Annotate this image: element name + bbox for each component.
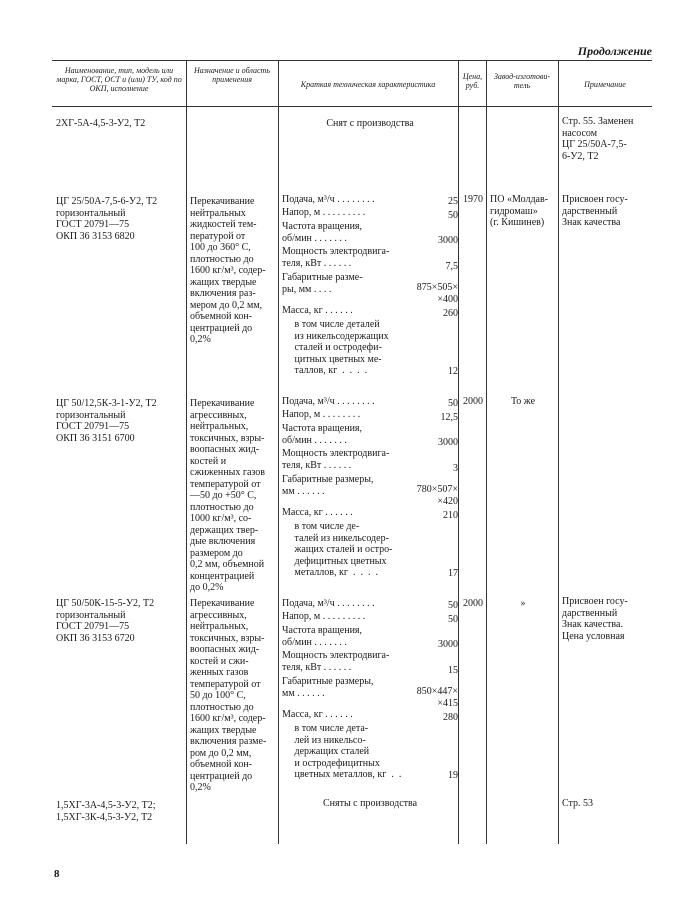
- spec-power: Мощность электродвига- теля, кВт . . . . . . 15: [282, 650, 458, 676]
- continuation-label: Продолжение: [577, 44, 652, 58]
- spec-mass: Масса, кг . . . . . . 280: [282, 709, 458, 723]
- spec-head: Напор, м . . . . . . . . 12,5: [282, 409, 458, 423]
- spec-list: [282, 598, 458, 781]
- spec-flow: Подача, м³/ч . . . . . . . . 50: [282, 396, 458, 409]
- price: 2000: [463, 396, 483, 407]
- product-name: ЦГ 50/12,5К-3-1-У2, Т2 горизонтальный ГОСТ 20791—75 ОКП 36 3151 6700: [56, 398, 157, 444]
- header-note: Примечание: [584, 80, 626, 89]
- product-name: ЦГ 50/50К-15-5-У2, Т2 горизонтальный ГОСТ 20791—75 ОКП 36 3153 6720: [56, 598, 155, 644]
- header-price: Цена, руб.: [462, 72, 483, 90]
- note: Присвоен госу- дарственный Знак качества: [562, 194, 628, 228]
- spec-power: Мощность электродвига- теля, кВт . . . . . . 7,5: [282, 246, 458, 272]
- note: Присвоен госу- дарственный Знак качества. Цена условная: [562, 596, 628, 642]
- spec-dimensions: Габаритные размеры, мм . . . . . . 780×507× ×420: [282, 474, 458, 507]
- spec-rotation: Частота вращения, об/мин . . . . . . . 3000: [282, 423, 458, 448]
- spec-dimensions: Габаритные разме- ры, мм . . . . 875×505× ×400: [282, 272, 458, 305]
- spec-dimensions: Габаритные размеры, мм . . . . . . 850×447× ×415: [282, 676, 458, 709]
- spec-mass-detail: в том числе де- талей из никельсодер- жащих сталей и остро- дефицитных цветных металлов, кг . . . . 17: [294, 521, 458, 579]
- purpose: Перекачивание нейтральных жидкостей тем- пературой от 100 до 360° С, плотностью до 1600 кг/м³, содер- жащих твердые включения раз- мером до 0,2 мм, объемной кон- центрацией до 0,2%: [190, 196, 266, 345]
- spec-mass: Масса, кг . . . . . . 210: [282, 507, 458, 521]
- manufacturer: »: [520, 598, 526, 609]
- production-status: Снят с производства: [326, 118, 414, 129]
- purpose: Перекачивание агрессивных, нейтральных, токсичных, взры- воопасных жид- костей и сжи- женных газов температурой от 50 до 100° С, плотностью до 1600 кг/м³, содер- жащих твердые включения разме- ром до 0,2 мм, объемной кон- центрацией до 0,2%: [190, 598, 267, 793]
- header-specs: Краткая техническая характеристика: [300, 80, 436, 89]
- header-manufacturer: Завод-изготови-тель: [493, 72, 551, 90]
- manufacturer: То же: [510, 396, 536, 407]
- note: Стр. 55. Заменен насосом ЦГ 25/50А-7,5- 6-У2, Т2: [562, 116, 634, 162]
- spec-flow: Подача, м³/ч . . . . . . . . 25: [282, 194, 458, 207]
- spec-list: [282, 396, 458, 579]
- spec-list: [282, 194, 458, 377]
- product-name: 1,5ХГ-3А-4,5-3-У2, Т2; 1,5ХГ-3К-4,5-3-У2, Т2: [56, 800, 156, 823]
- product-name: 2ХГ-5А-4,5-3-У2, Т2: [56, 118, 146, 129]
- spec-head: Напор, м . . . . . . . . . 50: [282, 611, 458, 625]
- spec-mass-detail: в том числе дета- лей из никельсо- держащих сталей и остродефицитных цветных металлов, кг . . 19: [294, 723, 458, 781]
- spec-rotation: Частота вращения, об/мин . . . . . . . 3000: [282, 625, 458, 650]
- col-divider-1: [186, 60, 187, 844]
- spec-flow: Подача, м³/ч . . . . . . . . 50: [282, 598, 458, 611]
- production-status: Сняты с производства: [322, 798, 418, 809]
- table-top-border: [52, 60, 652, 61]
- table-header-divider: [52, 106, 652, 107]
- col-divider-2: [278, 60, 279, 844]
- price: 1970: [463, 194, 483, 205]
- spec-mass-detail: в том числе деталей из никельсодержащих сталей и остродефи- цитных цветных ме- таллов, кг . . . . 12: [294, 319, 458, 377]
- col-divider-3: [458, 60, 459, 844]
- purpose: Перекачивание агрессивных, нейтральных, токсичных, взры- воопасных жид- костей и сжиженных газов температурой от —50 до +50° С, плотностью до 1000 кг/м³, со- держащих твер- дые включения размером до 0,2 мм, объемной концентрацией до 0,2%: [190, 398, 265, 593]
- page-number: 8: [54, 868, 60, 880]
- spec-mass: Масса, кг . . . . . . 260: [282, 305, 458, 319]
- product-name: ЦГ 25/50А-7,5-6-У2, Т2 горизонтальный ГОСТ 20791—75 ОКП 36 3153 6820: [56, 196, 158, 242]
- col-divider-4: [486, 60, 487, 844]
- price: 2000: [463, 598, 483, 609]
- note: Стр. 53: [562, 798, 594, 809]
- col-divider-5: [558, 60, 559, 844]
- header-name: Наименование, тип, модель или марка, ГОСТ, ОСТ и (или) ТУ, код по ОКП, исполнение: [56, 66, 182, 93]
- spec-rotation: Частота вращения, об/мин . . . . . . . 3000: [282, 221, 458, 246]
- header-purpose: Назначение и область применения: [194, 66, 270, 84]
- spec-power: Мощность электродвига- теля, кВт . . . . . . 3: [282, 448, 458, 474]
- manufacturer: ПО «Молдав- гидромаш» (г. Кишинев): [490, 194, 549, 228]
- spec-head: Напор, м . . . . . . . . . 50: [282, 207, 458, 221]
